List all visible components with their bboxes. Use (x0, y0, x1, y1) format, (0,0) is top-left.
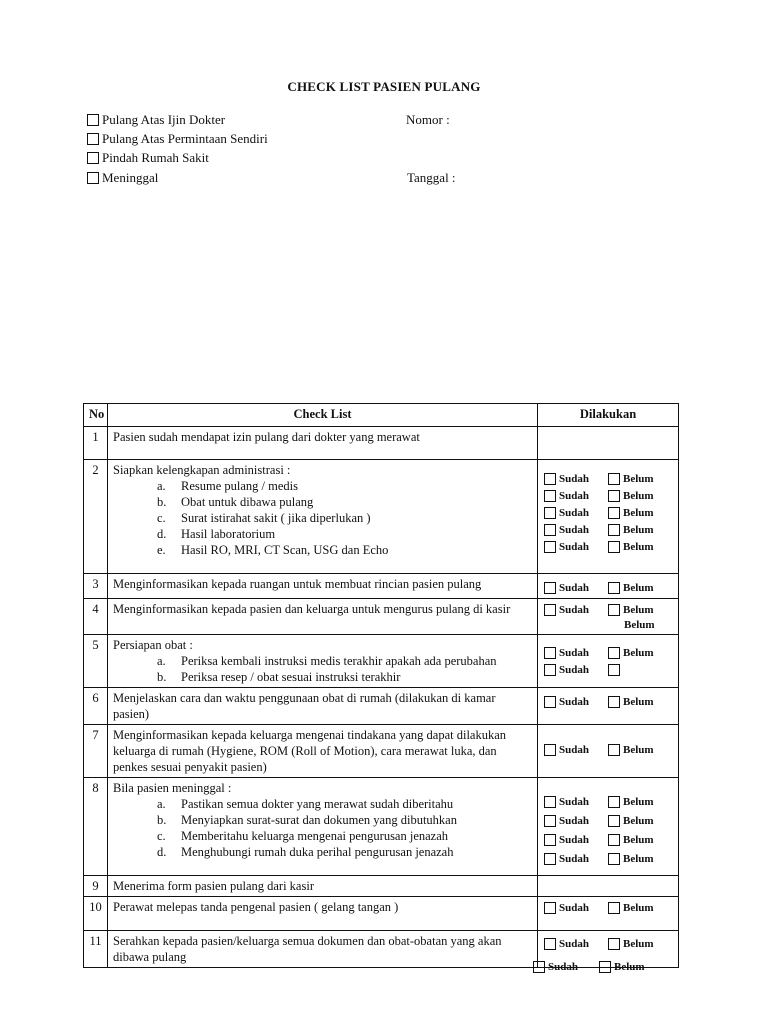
sub-list (113, 478, 532, 558)
list-item: a. Resume pulang / medis (157, 479, 298, 493)
sudah-belum-pair: Sudah Belum (544, 487, 672, 504)
list-item: e. Hasil RO, MRI, CT Scan, USG dan Echo (157, 543, 389, 557)
belum-checkbox[interactable] (599, 961, 611, 973)
belum-checkbox[interactable] (608, 524, 620, 536)
sudah-checkbox[interactable] (544, 604, 556, 616)
sudah-belum-pair: Sudah Belum (544, 521, 672, 538)
sudah-belum-pair: Sudah Belum (544, 935, 672, 952)
row-text: Menjelaskan cara dan waktu penggunaan obat di rumah (dilakukan di kamar pasien) (108, 688, 538, 725)
sudah-checkbox[interactable] (544, 796, 556, 808)
sudah-checkbox[interactable] (544, 938, 556, 950)
sudah-checkbox[interactable] (544, 902, 556, 914)
row-number: 7 (84, 725, 108, 778)
nomor-label: Nomor : (406, 112, 450, 127)
sudah-checkbox[interactable] (544, 541, 556, 553)
table-row (84, 427, 679, 460)
sub-list (113, 653, 532, 685)
table-row (84, 778, 679, 876)
checkbox[interactable] (87, 133, 99, 145)
list-item: b. Menyiapkan surat-surat dan dokumen yang dibutuhkan (157, 813, 457, 827)
table-row (84, 635, 679, 688)
checkbox[interactable] (87, 172, 99, 184)
row-number: 3 (84, 574, 108, 599)
belum-checkbox[interactable] (608, 473, 620, 485)
option-pulang-atas-permintaan-sendiri[interactable] (87, 130, 268, 147)
belum-checkbox[interactable] (608, 647, 620, 659)
row-text: Menginformasikan kepada pasien dan keluarga untuk mengurus pulang di kasir (108, 599, 538, 635)
option-pulang-atas-ijin-dokter[interactable] (87, 111, 225, 128)
row-text-cell (108, 635, 538, 688)
row-text: Pasien sudah mendapat izin pulang dari dokter yang merawat (108, 427, 538, 460)
sudah-belum-pair: Sudah Belum (544, 504, 672, 521)
dilakukan-cell (538, 688, 679, 725)
checkbox[interactable] (87, 114, 99, 126)
sub-list (113, 796, 532, 860)
row-number: 8 (84, 778, 108, 876)
row-text: Menerima form pasien pulang dari kasir (108, 876, 538, 897)
list-item: d. Menghubungi rumah duka perihal pengurusan jenazah (157, 845, 454, 859)
sudah-checkbox[interactable] (544, 582, 556, 594)
dilakukan-cell (538, 876, 679, 897)
sudah-checkbox[interactable] (544, 696, 556, 708)
option-label: Meninggal (102, 169, 159, 185)
row-number: 9 (84, 876, 108, 897)
belum-checkbox[interactable] (608, 834, 620, 846)
table-row (84, 688, 679, 725)
belum-checkbox[interactable] (608, 507, 620, 519)
list-item: a. Pastikan semua dokter yang merawat sudah diberitahu (157, 797, 454, 811)
sudah-belum-pair: Sudah Belum (544, 644, 672, 661)
sudah-belum-pair: Sudah Belum (544, 470, 672, 487)
belum-checkbox[interactable] (608, 541, 620, 553)
row-number: 5 (84, 635, 108, 688)
dilakukan-cell (538, 574, 679, 599)
row-text-cell (108, 460, 538, 574)
sudah-checkbox[interactable] (544, 473, 556, 485)
list-item: b. Periksa resep / obat sesuai instruksi terakhir (157, 670, 401, 684)
row-text-cell (108, 778, 538, 876)
sudah-belum-pair: Sudah Belum (544, 830, 672, 849)
sudah-belum-pair: Sudah Belum (544, 693, 672, 710)
option-label: Pindah Rumah Sakit (102, 149, 209, 165)
option-pindah-rumah-sakit[interactable] (87, 149, 209, 166)
sudah-belum-pair: Sudah (544, 661, 672, 678)
belum-checkbox[interactable] (608, 604, 620, 616)
table-row (84, 876, 679, 897)
sudah-checkbox[interactable] (544, 507, 556, 519)
sudah-checkbox[interactable] (544, 647, 556, 659)
sudah-belum-pair: Sudah Belum (544, 741, 672, 758)
dilakukan-cell (538, 778, 679, 876)
option-meninggal[interactable] (87, 169, 158, 186)
table-row (84, 599, 679, 635)
belum-checkbox[interactable] (608, 664, 620, 676)
sudah-checkbox[interactable] (544, 853, 556, 865)
dilakukan-cell (538, 635, 679, 688)
belum-checkbox[interactable] (608, 902, 620, 914)
sudah-checkbox[interactable] (544, 490, 556, 502)
list-item: b. Obat untuk dibawa pulang (157, 495, 314, 509)
belum-checkbox[interactable] (608, 815, 620, 827)
sudah-belum-pair: Sudah Belum (544, 792, 672, 811)
row-text: Perawat melepas tanda pengenal pasien ( gelang tangan ) (108, 897, 538, 931)
checklist-table (83, 403, 679, 968)
row-text: Menginformasikan kepada keluarga mengenai tindakana yang dapat dilakukan keluarga di rumah (Hygiene, ROM (Roll of Motion), cara merawat luka, dan penkes sesuai penyakit pasien) (108, 725, 538, 778)
belum-checkbox[interactable] (608, 744, 620, 756)
belum-checkbox[interactable] (608, 853, 620, 865)
checkbox[interactable] (87, 152, 99, 164)
page-title: CHECK LIST PASIEN PULANG (287, 79, 481, 94)
row-text: Persiapan obat : (113, 638, 193, 652)
table-row (84, 460, 679, 574)
belum-label-extra: Belum (624, 619, 655, 631)
list-item: a. Periksa kembali instruksi medis terakhir apakah ada perubahan (157, 654, 497, 668)
row-text: Siapkan kelengkapan administrasi : (113, 463, 291, 477)
belum-checkbox[interactable] (608, 938, 620, 950)
table-header-row (84, 404, 679, 427)
header-no: No (84, 404, 108, 427)
sudah-checkbox[interactable] (544, 834, 556, 846)
sudah-belum-pair-extra: Sudah Belum (533, 958, 665, 975)
belum-checkbox[interactable] (608, 796, 620, 808)
row-number: 6 (84, 688, 108, 725)
sudah-belum-pair: Sudah Belum (544, 899, 672, 916)
row-text: Menginformasikan kepada ruangan untuk membuat rincian pasien pulang (108, 574, 538, 599)
list-item: c. Surat istirahat sakit ( jika diperlukan ) (157, 511, 371, 525)
sudah-belum-pair: Sudah Belum (544, 601, 672, 618)
option-label: Pulang Atas Ijin Dokter (102, 111, 226, 127)
row-number: 10 (84, 897, 108, 931)
sudah-checkbox[interactable] (544, 664, 556, 676)
sudah-belum-pair: Sudah Belum (544, 811, 672, 830)
row-number: 11 (84, 931, 108, 968)
dilakukan-cell (538, 427, 679, 460)
table-row (84, 725, 679, 778)
header-check-list: Check List (108, 404, 538, 427)
table-row (84, 897, 679, 931)
sudah-belum-pair: Sudah Belum (544, 849, 672, 868)
row-number: 4 (84, 599, 108, 635)
dilakukan-cell (538, 460, 679, 574)
sudah-checkbox[interactable] (544, 815, 556, 827)
tanggal-label: Tanggal : (407, 170, 456, 185)
row-text: Serahkan kepada pasien/keluarga semua dokumen dan obat-obatan yang akan dibawa pulang (108, 931, 538, 968)
belum-checkbox[interactable] (608, 490, 620, 502)
row-number: 2 (84, 460, 108, 574)
sudah-belum-pair: Sudah Belum (544, 538, 672, 555)
header-dilakukan: Dilakukan (538, 404, 679, 427)
option-label: Pulang Atas Permintaan Sendiri (102, 130, 268, 146)
table-row (84, 574, 679, 599)
row-text: Bila pasien meninggal : (113, 781, 232, 795)
sudah-checkbox[interactable] (544, 524, 556, 536)
sudah-checkbox[interactable] (544, 744, 556, 756)
belum-checkbox[interactable] (608, 582, 620, 594)
dilakukan-cell (538, 897, 679, 931)
row-number: 1 (84, 427, 108, 460)
list-item: c. Memberitahu keluarga mengenai pengurusan jenazah (157, 829, 449, 843)
list-item: d. Hasil laboratorium (157, 527, 276, 541)
belum-checkbox[interactable] (608, 696, 620, 708)
sudah-checkbox[interactable] (533, 961, 545, 973)
dilakukan-cell (538, 725, 679, 778)
sudah-belum-pair: Sudah Belum (544, 579, 672, 596)
dilakukan-cell (538, 599, 679, 635)
